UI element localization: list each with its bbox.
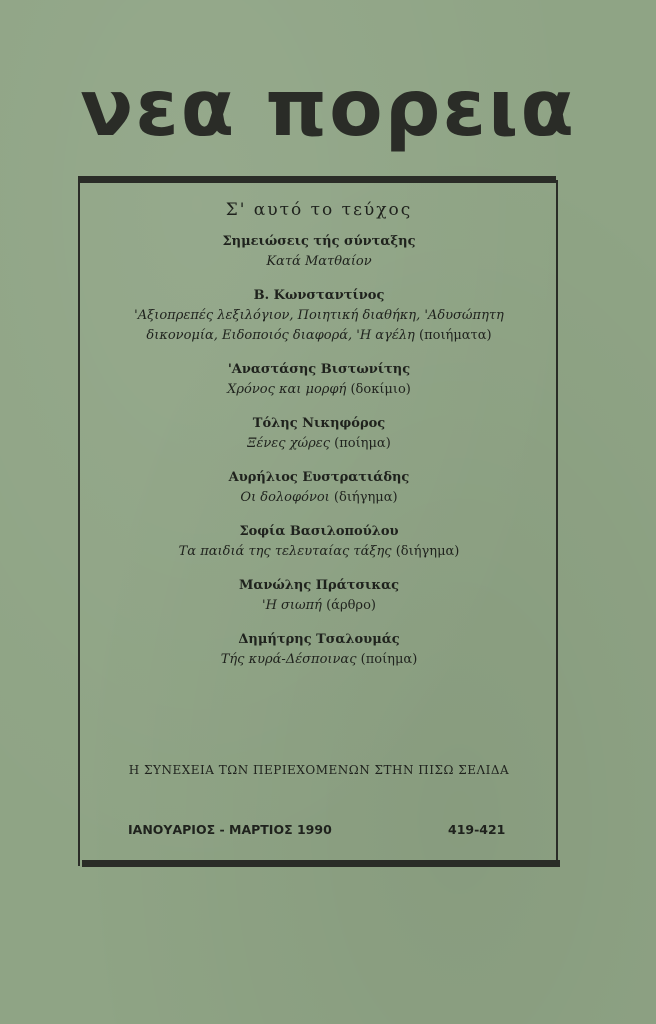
entry-title-text: δικονομία, Ειδοποιός διαφορά, 'Η αγέλη [146,328,415,343]
bottom-rule [82,860,560,867]
entry-author: Β. Κωνσταντίνος [253,288,385,303]
entry-genre: (άρθρο) [326,598,376,613]
top-rule [78,176,556,183]
issue-number: 419-421 [448,822,506,837]
entry-author: Αυρήλιος Ευστρατιάδης [228,470,410,485]
contents-entry [82,414,556,454]
entry-title [82,252,556,272]
box-right-border [556,180,558,866]
entry-title [82,434,556,454]
contents-entry [82,286,556,346]
entry-title [82,542,556,562]
entry-genre: (δοκίμιο) [350,382,411,397]
entry-title [82,650,556,670]
entry-title-text: Τα παιδιά της τελευταίας τάξης [178,544,392,559]
contents-entry [82,630,556,670]
contents-heading: Σ' αυτό το τεύχος [225,200,413,220]
entry-genre: (διήγημα) [333,490,398,505]
entry-title-text: Κατά Ματθαίον [266,254,372,269]
entry-title [82,380,556,400]
entry-author: 'Αναστάσης Βιστωνίτης [227,362,411,377]
entry-genre: (διήγημα) [395,544,460,559]
entry-author: Σοφία Βασιλοπούλου [239,524,399,539]
contents-entry [82,232,556,272]
entry-title [82,488,556,508]
entry-title-text: Ξένες χώρες [247,436,330,451]
entry-title-text: Χρόνος και μορφή [227,382,347,397]
entry-title [82,326,556,346]
entry-author: Δημήτρης Τσαλουμάς [238,632,400,647]
contents-entry [82,360,556,400]
entry-author: Τόλης Νικηφόρος [252,416,386,431]
entry-title-text: 'Η σιωπή [262,598,322,613]
continued-notice: Η ΣΥΝΕΧΕΙΑ ΤΩΝ ΠΕΡΙΕΧΟΜΕΝΩΝ ΣΤΗΝ ΠΙΣΩ ΣΕΛΙΔΑ [128,763,510,777]
table-of-contents [82,200,556,684]
box-left-border [78,180,80,866]
entry-title [82,306,556,326]
entry-title-text: Οι δολοφόνοι [240,490,330,505]
entry-title-text: Τής κυρά-Δέσποινας [220,652,357,667]
entry-title [82,596,556,616]
contents-entry [82,576,556,616]
entry-author: Μανώλης Πράτσικας [238,578,399,593]
issue-date: ΙΑΝΟΥΑΡΙΟΣ - ΜΑΡΤΙΟΣ 1990 [128,822,332,837]
contents-entry [82,468,556,508]
entry-genre: (ποίημα) [334,436,391,451]
entry-author: Σημειώσεις τής σύνταξης [222,234,416,249]
entry-title-text: 'Αξιοπρεπές λεξιλόγιον, Ποιητική διαθήκη, 'Αδυσώπητη [134,308,504,323]
entry-genre: (ποίημα) [360,652,418,667]
contents-entry [82,522,556,562]
masthead-title: νεα πορεια [80,64,576,154]
entry-genre: (ποιήματα) [419,328,492,343]
